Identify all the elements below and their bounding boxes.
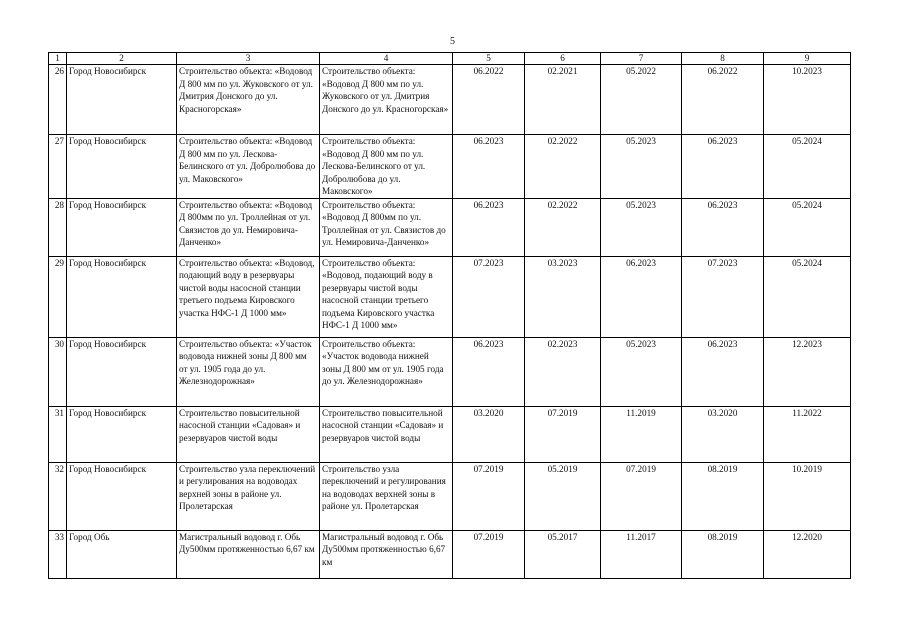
municipality-cell: Город Новосибирск	[67, 65, 177, 135]
object-name-cell: Строительство объекта: «Водовод Д 800мм по ул. Троллейная от ул. Связистов до ул. Немировича-Данченко»	[177, 198, 320, 256]
date-cell: 06.2022	[453, 65, 525, 135]
schedule-table	[48, 52, 851, 579]
column-header: 1	[49, 53, 67, 65]
date-cell: 06.2023	[453, 337, 525, 406]
table-row	[49, 406, 851, 462]
column-header: 2	[67, 53, 177, 65]
municipality-cell: Город Новосибирск	[67, 406, 177, 462]
object-description-cell: Строительство объекта: «Участок водовода нижней зоны Д 800 мм от ул. 1905 года до ул. Железнодорожная»	[320, 337, 453, 406]
date-cell: 02.2022	[525, 198, 601, 256]
object-description-cell: Строительство объекта: «Водовод, подающий воду в резервуары чистой воды насосной станции третьего подъема Кировского участка НФС-1 Д 1000 мм»	[320, 256, 453, 337]
date-cell: 05.2023	[601, 337, 682, 406]
table-row	[49, 530, 851, 578]
municipality-cell: Город Новосибирск	[67, 135, 177, 199]
date-cell: 07.2019	[601, 462, 682, 530]
date-cell: 03.2020	[453, 406, 525, 462]
column-header: 5	[453, 53, 525, 65]
object-name-cell: Строительство объекта: «Водовод Д 800 мм по ул. Жуковского от ул. Дмитрия Донского до ул. Красногорская»	[177, 65, 320, 135]
object-name-cell: Магистральный водовод г. Обь Ду500мм протяженностью 6,67 км	[177, 530, 320, 578]
column-number-row	[49, 53, 851, 65]
date-cell: 07.2019	[525, 406, 601, 462]
date-cell: 10.2023	[764, 65, 851, 135]
date-cell: 05.2024	[764, 135, 851, 199]
date-cell: 06.2023	[453, 135, 525, 199]
date-cell: 11.2019	[601, 406, 682, 462]
object-description-cell: Магистральный водовод г. Обь Ду500мм протяженностью 6,67 км	[320, 530, 453, 578]
row-number: 32	[49, 462, 67, 530]
table-row	[49, 135, 851, 199]
date-cell: 12.2020	[764, 530, 851, 578]
date-cell: 06.2023	[601, 256, 682, 337]
date-cell: 05.2024	[764, 256, 851, 337]
object-name-cell: Строительство узла переключений и регулирования на водоводах верхней зоны в районе ул. Пролетарская	[177, 462, 320, 530]
object-description-cell: Строительство объекта: «Водовод Д 800мм по ул. Троллейная от ул. Связистов до ул. Немировича-Данченко»	[320, 198, 453, 256]
row-number: 26	[49, 65, 67, 135]
date-cell: 06.2023	[682, 337, 764, 406]
municipality-cell: Город Новосибирск	[67, 198, 177, 256]
date-cell: 05.2022	[601, 65, 682, 135]
date-cell: 11.2017	[601, 530, 682, 578]
date-cell: 11.2022	[764, 406, 851, 462]
row-number: 30	[49, 337, 67, 406]
column-header: 9	[764, 53, 851, 65]
municipality-cell: Город Новосибирск	[67, 337, 177, 406]
date-cell: 06.2023	[453, 198, 525, 256]
row-number: 33	[49, 530, 67, 578]
column-header: 7	[601, 53, 682, 65]
date-cell: 10.2019	[764, 462, 851, 530]
object-name-cell: Строительство объекта: «Водовод Д 800 мм по ул. Лескова-Белинского от ул. Добролюбова до ул. Маковского»	[177, 135, 320, 199]
object-name-cell: Строительство повысительной насосной станции «Садовая» и резервуаров чистой воды	[177, 406, 320, 462]
date-cell: 06.2023	[682, 198, 764, 256]
date-cell: 05.2023	[601, 198, 682, 256]
table-row	[49, 337, 851, 406]
date-cell: 05.2024	[764, 198, 851, 256]
row-number: 31	[49, 406, 67, 462]
object-description-cell: Строительство узла переключений и регулирования на водоводах верхней зоны в районе ул. Пролетарская	[320, 462, 453, 530]
date-cell: 07.2019	[453, 462, 525, 530]
date-cell: 08.2019	[682, 462, 764, 530]
table-row	[49, 198, 851, 256]
row-number: 28	[49, 198, 67, 256]
date-cell: 06.2023	[682, 135, 764, 199]
object-description-cell: Строительство объекта: «Водовод Д 800 мм по ул. Лескова-Белинского от ул. Добролюбова до ул. Маковского»	[320, 135, 453, 199]
date-cell: 03.2020	[682, 406, 764, 462]
table-row	[49, 65, 851, 135]
date-cell: 02.2022	[525, 135, 601, 199]
object-name-cell: Строительство объекта: «Участок водовода нижней зоны Д 800 мм от ул. 1905 года до ул. Железнодорожная»	[177, 337, 320, 406]
date-cell: 03.2023	[525, 256, 601, 337]
date-cell: 02.2021	[525, 65, 601, 135]
table-row	[49, 256, 851, 337]
object-name-cell: Строительство объекта: «Водовод, подающий воду в резервуары чистой воды насосной станции третьего подъема Кировского участка НФС-1 Д 1000 мм»	[177, 256, 320, 337]
date-cell: 12.2023	[764, 337, 851, 406]
municipality-cell: Город Новосибирск	[67, 256, 177, 337]
date-cell: 08.2019	[682, 530, 764, 578]
object-description-cell: Строительство повысительной насосной станции «Садовая» и резервуаров чистой воды	[320, 406, 453, 462]
date-cell: 06.2022	[682, 65, 764, 135]
column-header: 3	[177, 53, 320, 65]
date-cell: 07.2023	[682, 256, 764, 337]
row-number: 27	[49, 135, 67, 199]
column-header: 8	[682, 53, 764, 65]
row-number: 29	[49, 256, 67, 337]
date-cell: 05.2017	[525, 530, 601, 578]
date-cell: 02.2023	[525, 337, 601, 406]
column-header: 6	[525, 53, 601, 65]
date-cell: 07.2019	[453, 530, 525, 578]
municipality-cell: Город Обь	[67, 530, 177, 578]
date-cell: 07.2023	[453, 256, 525, 337]
date-cell: 05.2023	[601, 135, 682, 199]
municipality-cell: Город Новосибирск	[67, 462, 177, 530]
table-row	[49, 462, 851, 530]
object-description-cell: Строительство объекта: «Водовод Д 800 мм по ул. Жуковского от ул. Дмитрия Донского до ул. Красногорская»	[320, 65, 453, 135]
date-cell: 05.2019	[525, 462, 601, 530]
page-number: 5	[450, 36, 455, 47]
column-header: 4	[320, 53, 453, 65]
